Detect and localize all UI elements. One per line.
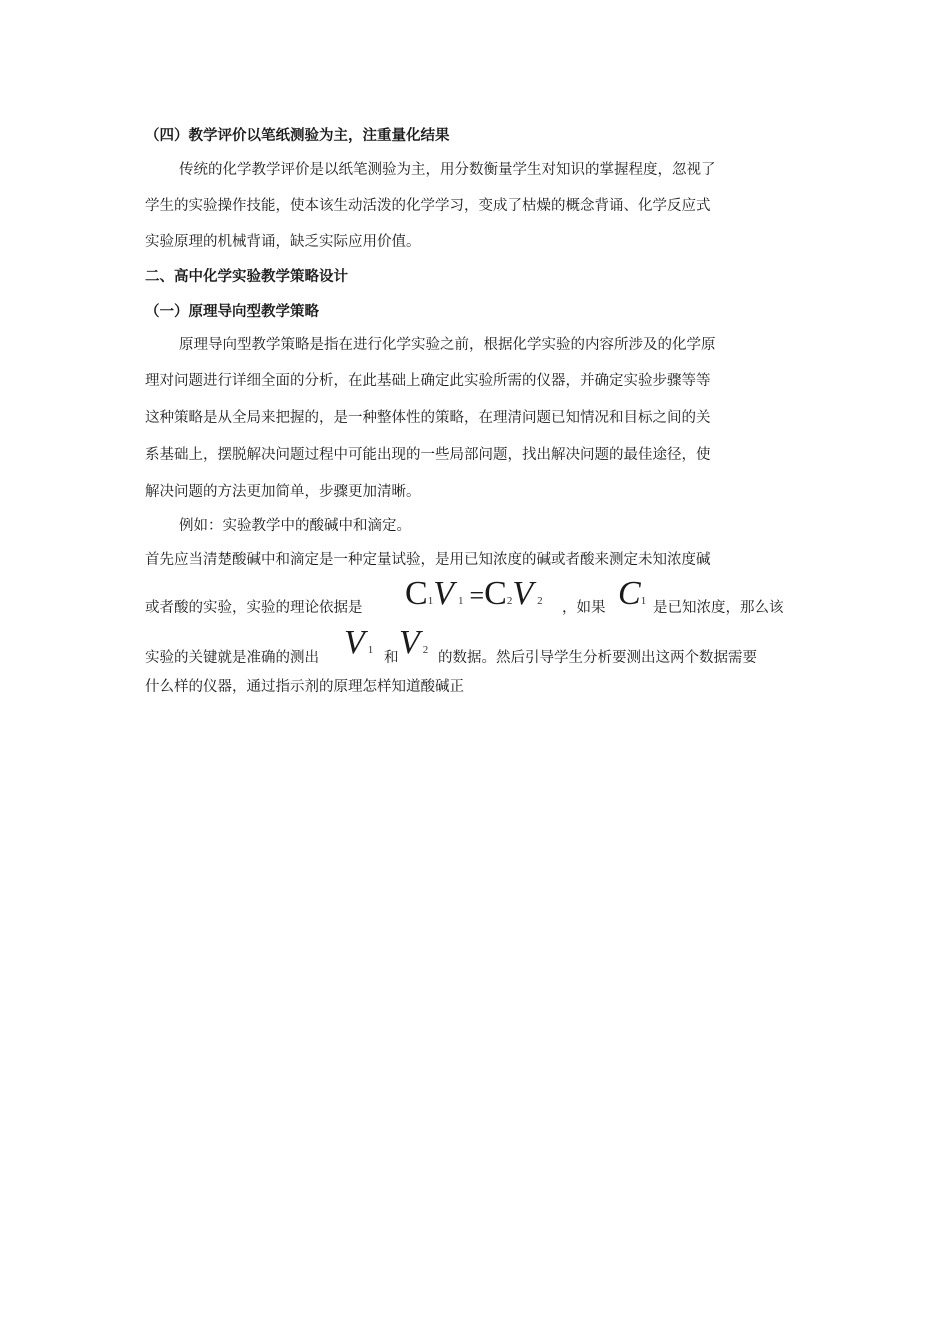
formula-v2: V	[512, 575, 534, 612]
titration-formula	[405, 577, 543, 617]
formula-sub-1: 1	[427, 595, 434, 607]
formula-sub-2: 2	[422, 644, 429, 656]
paragraph-line: 或者酸的实验，实验的理论依据是	[145, 600, 363, 616]
paragraph-line: 和	[384, 650, 399, 666]
formula-c: C	[618, 575, 641, 612]
section-heading-evaluation: （四）教学评价以笔纸测验为主，注重量化结果	[145, 128, 450, 144]
formula-sub-2: 2	[506, 595, 513, 607]
paragraph-line: 原理导向型教学策略是指在进行化学实验之前，根据化学实验的内容所涉及的化学原	[179, 337, 716, 353]
paragraph-line: 实验的关键就是准确的测出	[145, 650, 319, 666]
formula-c2: C	[484, 575, 507, 612]
formula-v: V	[344, 624, 365, 661]
paragraph-line: 学生的实验操作技能，使本该生动活泼的化学学习，变成了枯燥的概念背诵、化学反应式	[145, 198, 711, 214]
formula-v1-inline	[344, 626, 373, 660]
formula-c1-inline	[618, 577, 646, 611]
section-heading-principle-oriented: （一）原理导向型教学策略	[145, 304, 319, 320]
formula-equals: =	[469, 581, 485, 610]
formula-v: V	[399, 624, 420, 661]
example-line: 例如：实验教学中的酸碱中和滴定。	[179, 518, 411, 534]
formula-c1: C	[405, 575, 428, 612]
paragraph-line: 的数据。然后引导学生分析要测出这两个数据需要	[438, 650, 757, 666]
paragraph-line: 系基础上，摆脱解决问题过程中可能出现的一些局部问题，找出解决问题的最佳途径，使	[145, 447, 711, 463]
paragraph-line: 这种策略是从全局来把握的，是一种整体性的策略，在理清问题已知情况和目标之间的关	[145, 410, 711, 426]
formula-v2-inline	[399, 626, 428, 660]
paragraph-line: 首先应当清楚酸碱中和滴定是一种定量试验，是用已知浓度的碱或者酸来测定未知浓度碱	[145, 552, 711, 568]
formula-v1: V	[433, 575, 454, 612]
formula-sub-1: 1	[367, 644, 374, 656]
paragraph-line: 理对问题进行详细全面的分析，在此基础上确定此实验所需的仪器，并确定实验步骤等等	[145, 373, 711, 389]
paragraph-line: ，如果	[562, 600, 606, 616]
formula-sub-1: 1	[640, 595, 647, 607]
paragraph-line: 什么样的仪器，通过指示剂的原理怎样知道酸碱正	[145, 679, 464, 695]
paragraph-line: 实验原理的机械背诵，缺乏实际应用价值。	[145, 234, 421, 250]
chapter-heading-strategy-design: 二、高中化学实验教学策略设计	[145, 269, 348, 285]
paragraph-line: 解决问题的方法更加简单，步骤更加清晰。	[145, 484, 421, 500]
paragraph-line: 传统的化学教学评价是以纸笔测验为主，用分数衡量学生对知识的掌握程度，忽视了	[179, 162, 716, 178]
formula-sub-2: 2	[537, 595, 543, 607]
formula-sub-1: 1	[457, 595, 464, 607]
paragraph-line: 是已知浓度，那么该	[653, 600, 784, 616]
